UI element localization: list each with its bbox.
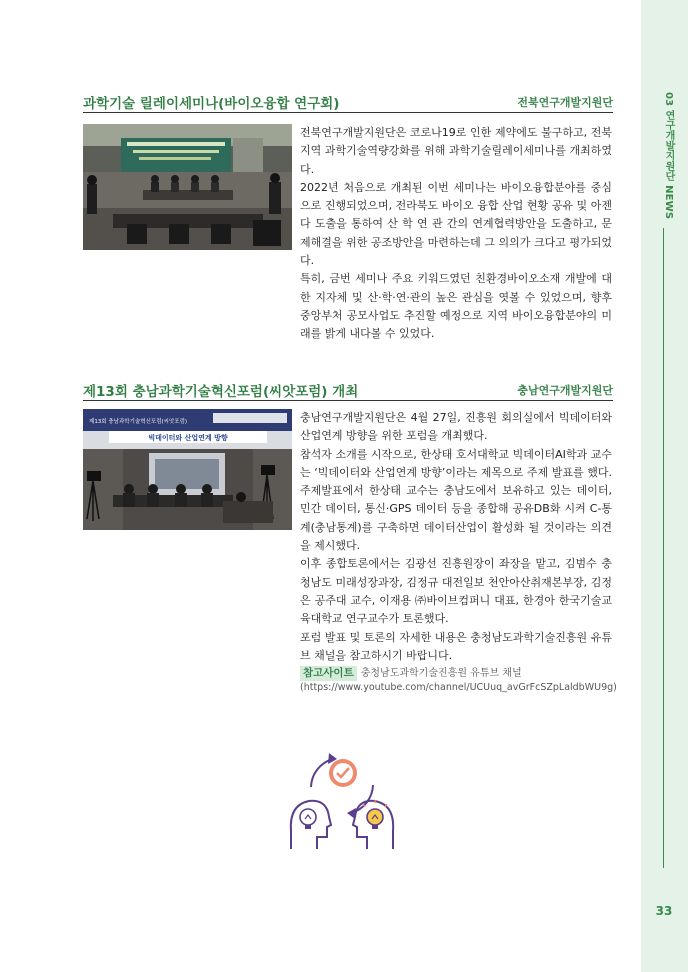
section-2-paragraph: 이후 종합토론에서는 김광선 진흥원장이 좌장을 맡고, 김범수 충청남도 미래성장과장, 김정규 대전일보 천안아산취재본부장, 김정은 공주대 교수, 이재용 ㈜바이브컴퍼니 대표, 한경아 한국기술교육대학교 연구교수가 토론했다. xyxy=(300,557,612,626)
section-2-body xyxy=(300,409,617,695)
reference-url[interactable]: (https://www.youtube.com/channel/UCUuq_avGrFcSZpLaldbWU9g) xyxy=(300,682,617,694)
section-1-header xyxy=(83,92,613,114)
section-2-paragraph: 충남연구개발지원단은 4월 27일, 진흥원 회의실에서 빅데이터와 산업연계 방향을 위한 포럼을 개최했다. xyxy=(300,411,612,443)
section-1-org: 전북연구개발지원단 xyxy=(517,96,613,109)
reference-line xyxy=(300,666,612,681)
section-2-paragraph: 포럼 발표 및 토론의 자세한 내용은 충청남도과학기술진흥원 유튜브 채널을 참고하시기 바랍니다. xyxy=(300,630,612,662)
section-1-paragraph: 전북연구개발지원단은 코로나19로 인한 제약에도 불구하고, 전북지역 과학기술역량강화를 위해 과학기술릴레이세미나를 개최하였다. xyxy=(300,126,612,176)
reference-label: 참고사이트 xyxy=(300,666,357,681)
section-1-rule xyxy=(83,112,613,113)
reference-text: 충청남도과학기술진흥원 유튜브 채널 xyxy=(360,668,522,680)
forum-photo xyxy=(83,409,292,530)
sidebar-rule xyxy=(663,228,664,868)
forum-photo-caption: 제13회 충남과학기술혁신포럼(씨앗포럼) xyxy=(89,419,188,425)
section-1-body xyxy=(300,124,612,344)
sidebar-section-title: 03 연구개발지원단 NEWS xyxy=(663,92,674,220)
page-number: 33 xyxy=(655,904,673,918)
section-1-paragraph: 2022년 처음으로 개최된 이번 세미나는 바이오융합분야를 중심으로 진행되었으며, 전라북도 바이오 융합 산업 현황 공유 및 아젠다 도출을 통하여 산 학 연 관 간의 연계협력방안을 도출하고, 문제해결을 위한 공조방안을 마련하는데 그 의의가 크다고 평가되었다. xyxy=(300,180,612,268)
section-2-paragraph: 참석자 소개를 시작으로, 한상태 호서대학교 빅데이터AI학과 교수는 ‘빅데이터와 산업연계 방향’이라는 제목으로 주제 발표를 했다. 주제발표에서 한상태 교수는 충남도에서 보유하고 있는 데이터, 민간 데이터, 통신·GPS 데이터 등을 종합해 공유DB화 시켜 C-통계(충남통계)를 구축하면 데이터산업이 활성화 될 것이라는 의견을 제시했다. xyxy=(300,447,612,553)
idea-exchange-illustration xyxy=(287,745,397,851)
section-1-title: 과학기술 릴레이세미나(바이오융합 연구회) xyxy=(83,96,340,112)
section-2-org: 충남연구개발지원단 xyxy=(517,384,613,397)
section-2-header xyxy=(83,380,613,402)
section-2-title: 제13회 충남과학기술혁신포럼(씨앗포럼) 개최 xyxy=(83,384,359,400)
forum-photo-banner: 빅데이터와 산업연계 방향 xyxy=(148,434,228,442)
section-1-paragraph: 특히, 금번 세미나 주요 키워드였던 친환경바이오소재 개발에 대한 지자체 및 산·학·연·관의 높은 관심을 엿볼 수 있었으며, 향후 중앙부처 공모사업도 추진할 예정으로 지역 바이오융합분야의 미래를 밝게 내다볼 수 있었다. xyxy=(300,272,612,341)
section-2-rule xyxy=(83,400,613,401)
meeting-photo xyxy=(83,124,292,250)
